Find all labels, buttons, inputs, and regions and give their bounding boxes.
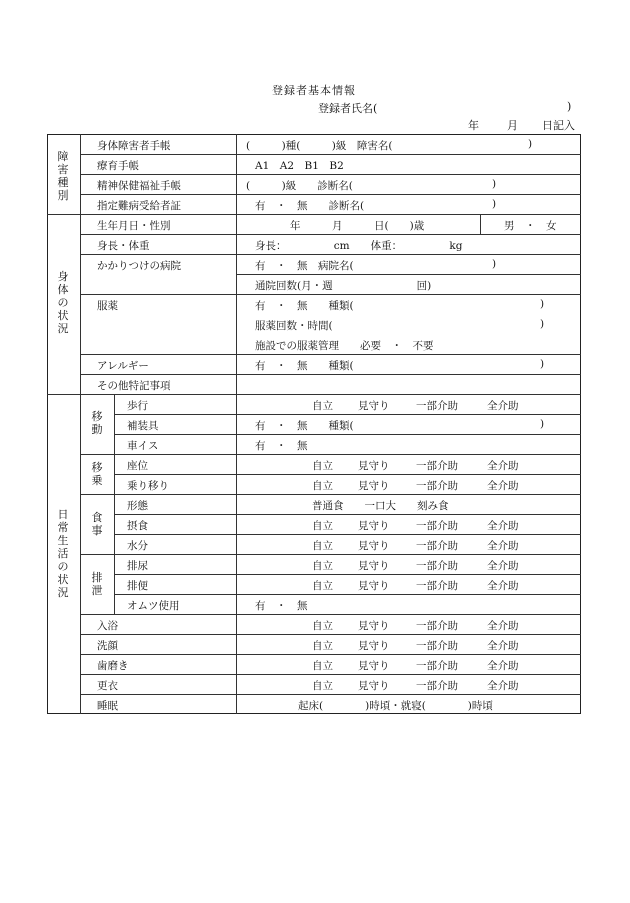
level-option-b: 見守り: [358, 660, 390, 672]
subsection-meal: 食事: [91, 511, 103, 537]
level-option-b: 見守り: [358, 640, 390, 652]
label-family-hospital: かかりつけの病院: [97, 260, 181, 272]
section-daily-life: 日常生活の状況: [57, 508, 69, 599]
subsection-transfer: 移乗: [91, 461, 103, 487]
value-physical-disability-card: ( )種( )級 障害名(: [246, 140, 393, 152]
level-option-c: 一部介助: [416, 680, 458, 692]
label-medication: 服薬: [97, 300, 118, 312]
paren-close: ): [540, 358, 545, 370]
label-intractable-disease-cert: 指定難病受給者証: [97, 200, 181, 212]
label-defecation: 排便: [127, 580, 148, 592]
level-option-a: 自立: [312, 620, 333, 632]
level-option-a: 自立: [312, 640, 333, 652]
level-option-c: 一部介助: [416, 580, 458, 592]
value-diaper-use: 有 ・ 無: [255, 600, 308, 612]
level-option-d: 全介助: [487, 640, 519, 652]
level-option-b: 見守り: [358, 460, 390, 472]
label-rehabilitation-card: 療育手帳: [97, 160, 139, 172]
label-mental-health-card: 精神保健福祉手帳: [97, 180, 181, 192]
label-sleep: 睡眠: [97, 700, 118, 712]
subsection-excretion: 排泄: [91, 571, 103, 597]
label-sitting: 座位: [127, 460, 148, 472]
level-option-c: 一部介助: [416, 540, 458, 552]
value-height-weight: 身長： cm 体重： kg: [255, 240, 463, 252]
label-physical-disability-card: 身体障害者手帳: [97, 140, 171, 152]
level-option-d: 全介助: [487, 660, 519, 672]
label-other-notes: その他特記事項: [97, 380, 171, 392]
level-option-b: 見守り: [358, 540, 390, 552]
value-birthdate: 年 月 日( )歳: [290, 220, 425, 232]
value-sleep: 起床( )時頃・就寝( )時頃: [298, 700, 493, 712]
level-option-d: 全介助: [487, 460, 519, 472]
subsection-movement: 移動: [91, 410, 103, 436]
level-option-c: 一部介助: [416, 480, 458, 492]
level-option-a: 自立: [312, 460, 333, 472]
value-assistive-device: 有 ・ 無 種類(: [255, 420, 354, 432]
paren-close: ): [492, 258, 497, 270]
value-medication-times: 服薬回数・時間(: [255, 320, 333, 332]
registrant-name-label: 登録者氏名(: [318, 102, 378, 115]
paren-close: ): [492, 198, 497, 210]
label-walking: 歩行: [127, 400, 148, 412]
label-tooth-brushing: 歯磨き: [97, 660, 129, 672]
label-dressing: 更衣: [97, 680, 118, 692]
section-physical-condition: 身体の状況: [57, 270, 69, 335]
label-face-washing: 洗顔: [97, 640, 118, 652]
level-option-a: 自立: [312, 400, 333, 412]
date-month: 月: [507, 119, 518, 132]
level-option-d: 全介助: [487, 620, 519, 632]
label-height-weight: 身長・体重: [97, 240, 150, 252]
level-option-d: 全介助: [487, 560, 519, 572]
label-transfer: 乗り移り: [127, 480, 169, 492]
value-visit-frequency: 通院回数(月・週 回): [255, 280, 432, 292]
level-option-a: 自立: [312, 660, 333, 672]
level-option-b: 見守り: [358, 580, 390, 592]
section-disability-type: 障害種別: [57, 150, 69, 202]
level-option-a: 自立: [312, 520, 333, 532]
value-meal-form: 普通食 一口大 刻み食: [312, 500, 449, 512]
paren-close: ): [540, 318, 545, 330]
value-allergy: 有 ・ 無 種類(: [255, 360, 354, 372]
level-option-a: 自立: [312, 540, 333, 552]
level-option-d: 全介助: [487, 520, 519, 532]
level-option-a: 自立: [312, 580, 333, 592]
level-option-c: 一部介助: [416, 560, 458, 572]
label-birthdate-gender: 生年月日・性別: [97, 220, 171, 232]
value-family-hospital: 有 ・ 無 病院名(: [255, 260, 354, 272]
level-option-d: 全介助: [487, 580, 519, 592]
level-option-c: 一部介助: [416, 620, 458, 632]
label-hydration: 水分: [127, 540, 148, 552]
level-option-c: 一部介助: [416, 640, 458, 652]
level-option-c: 一部介助: [416, 400, 458, 412]
level-option-b: 見守り: [358, 520, 390, 532]
label-bathing: 入浴: [97, 620, 118, 632]
paren-close: ): [540, 298, 545, 310]
paren-close: ): [540, 418, 545, 430]
value-wheelchair: 有 ・ 無: [255, 440, 308, 452]
paren-close: ): [492, 178, 497, 190]
value-medication-management: 施設での服薬管理 必要 ・ 不要: [255, 340, 434, 352]
level-option-d: 全介助: [487, 540, 519, 552]
level-option-d: 全介助: [487, 480, 519, 492]
label-urination: 排尿: [127, 560, 148, 572]
label-allergy: アレルギー: [97, 360, 149, 372]
level-option-b: 見守り: [358, 480, 390, 492]
paren-close: ): [528, 138, 533, 150]
page-title: 登録者基本情報: [272, 84, 356, 97]
level-option-a: 自立: [312, 480, 333, 492]
value-gender: 男 ・ 女: [504, 220, 557, 232]
value-rehabilitation-card: A1 A2 B1 B2: [255, 160, 344, 172]
label-wheelchair: 車イス: [127, 440, 159, 452]
value-intractable-disease-cert: 有 ・ 無 診断名(: [255, 200, 365, 212]
level-option-c: 一部介助: [416, 660, 458, 672]
value-medication: 有 ・ 無 種類(: [255, 300, 354, 312]
level-option-b: 見守り: [358, 400, 390, 412]
label-meal-form: 形態: [127, 500, 148, 512]
level-option-c: 一部介助: [416, 520, 458, 532]
level-option-a: 自立: [312, 680, 333, 692]
level-option-b: 見守り: [358, 560, 390, 572]
registrant-name-close: ): [567, 100, 572, 113]
label-eating: 摂食: [127, 520, 148, 532]
date-day: 日記入: [542, 119, 575, 132]
level-option-c: 一部介助: [416, 460, 458, 472]
entry-date: [468, 117, 575, 133]
level-option-b: 見守り: [358, 620, 390, 632]
value-mental-health-card: ( )級 診断名(: [246, 180, 353, 192]
level-option-d: 全介助: [487, 400, 519, 412]
date-year: 年: [468, 119, 479, 132]
level-option-a: 自立: [312, 560, 333, 572]
level-option-d: 全介助: [487, 680, 519, 692]
level-option-b: 見守り: [358, 680, 390, 692]
label-assistive-device: 補装具: [127, 420, 159, 432]
label-diaper-use: オムツ使用: [127, 600, 180, 612]
